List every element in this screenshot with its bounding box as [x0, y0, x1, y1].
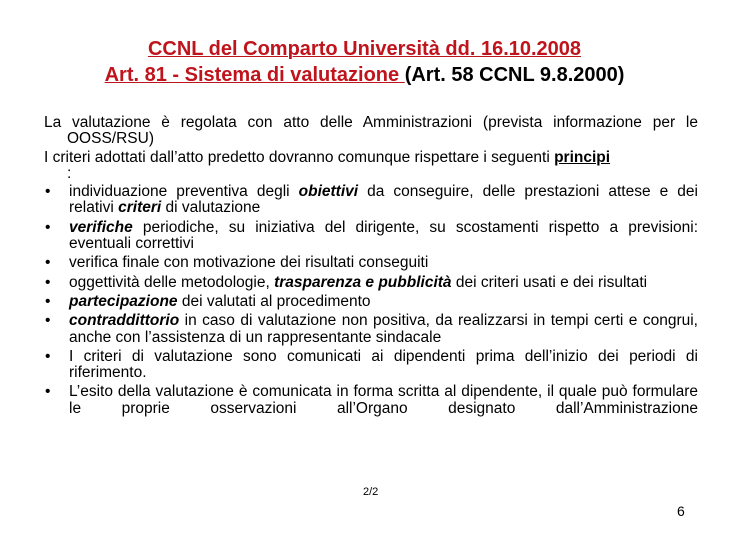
page-fraction: 2/2	[363, 486, 379, 498]
list-item: • contraddittorio in caso di valutazione non positiva, da realizzarsi in tempi certi e congrui, anche con l’assistenza di un rappresentante sindacale	[45, 312, 698, 346]
title-article: Art. 81 - Sistema di valutazione	[104, 64, 405, 86]
title-reference: (Art. 58 CCNL 9.8.2000)	[404, 64, 625, 86]
list-item: • individuazione preventiva degli obiettivi da conseguire, delle prestazioni attese e dei relativi criteri di valutazione	[45, 183, 698, 217]
bullet-icon: •	[45, 183, 51, 201]
bullet-icon: •	[45, 292, 51, 310]
title-line-1	[0, 37, 729, 61]
intro-paragraph: La valutazione è regolata con atto delle Amministrazioni (prevista informazione per le OOSS/RSU)	[44, 114, 698, 148]
slide-body	[44, 115, 698, 420]
principles-text: I criteri adottati dall’atto predetto dovranno comunque rispettare i seguenti	[44, 148, 555, 166]
list-item: • I criteri di valutazione sono comunicati ai dipendenti prima dell’inizio dei periodi di riferimento.	[45, 347, 698, 382]
bullet-icon: •	[45, 218, 51, 236]
list-item: • oggettività delle metodologie, trasparenza e pubblicità dei criteri usati e dei risultati	[45, 273, 648, 291]
list-item: • partecipazione dei valutati al procedimento	[45, 292, 371, 310]
bullet-icon: •	[45, 312, 51, 330]
list-item: • L’esito della valutazione è comunicata in forma scritta al dipendente, il quale può formulare le proprie osservazioni all’Organo designato dall’Amministrazione	[45, 383, 698, 417]
principles-colon: :	[67, 164, 72, 182]
principles-paragraph	[44, 150, 698, 183]
list-item: • verifiche periodiche, su iniziativa del dirigente, su scostamenti rispetto a previsioni: eventuali correttivi	[45, 218, 698, 253]
principles-word: principi	[554, 148, 611, 166]
slide-number: 6	[677, 503, 685, 519]
bullet-icon: •	[45, 347, 51, 365]
bullet-icon: •	[45, 254, 51, 272]
principles-list	[44, 184, 698, 417]
bullet-icon: •	[45, 383, 51, 401]
title-line-2	[0, 63, 729, 87]
bullet-icon: •	[45, 273, 51, 291]
list-item: • verifica finale con motivazione dei risultati conseguiti	[45, 254, 429, 272]
title-main: CCNL del Comparto Università dd. 16.10.2008	[147, 38, 582, 60]
